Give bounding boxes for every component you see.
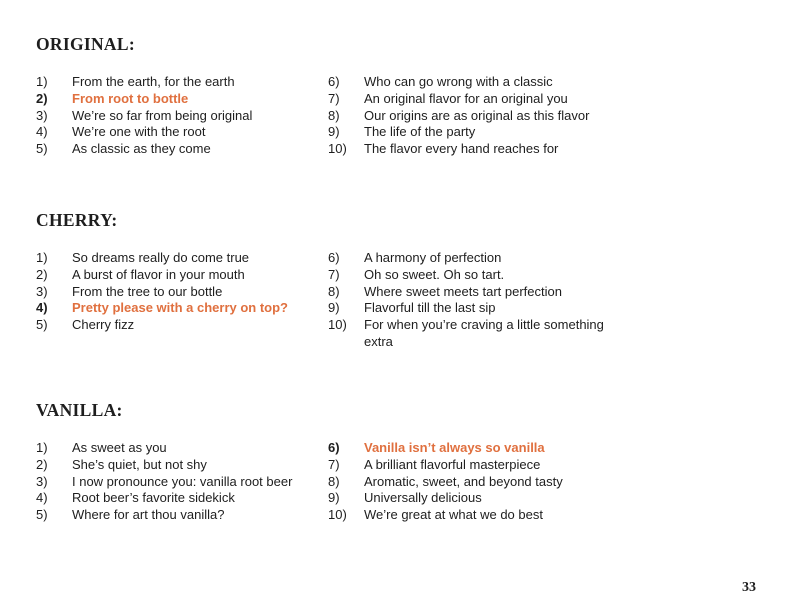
tagline-number: 6) bbox=[328, 440, 340, 455]
tagline-item bbox=[328, 457, 628, 474]
tagline-text: Flavorful till the last sip bbox=[364, 300, 496, 316]
tagline-number: 3) bbox=[36, 283, 48, 299]
tagline-item bbox=[328, 74, 628, 91]
tagline-text: For when you’re craving a little something extra bbox=[364, 317, 604, 349]
tagline-item bbox=[328, 91, 628, 108]
tagline-number: 1) bbox=[36, 440, 48, 455]
tagline-text: The life of the party bbox=[364, 124, 476, 140]
tagline-number: 4) bbox=[36, 490, 48, 506]
tagline-text: Cherry fizz bbox=[72, 317, 135, 333]
tagline-text: From the earth, for the earth bbox=[72, 74, 235, 89]
tagline-number: 7) bbox=[328, 90, 340, 106]
tagline-text: From the tree to our bottle bbox=[72, 283, 223, 299]
tagline-number: 2) bbox=[36, 90, 48, 106]
tagline-text: A burst of flavor in your mouth bbox=[72, 266, 245, 282]
tagline-item bbox=[36, 317, 328, 334]
tagline-item bbox=[328, 124, 628, 141]
tagline-text: Vanilla isn’t always so vanilla bbox=[364, 440, 545, 455]
tagline-text: Pretty please with a cherry on top? bbox=[72, 300, 288, 316]
tagline-item bbox=[328, 490, 628, 507]
tagline-number: 9) bbox=[328, 124, 340, 140]
tagline-number: 4) bbox=[36, 124, 48, 140]
tagline-number: 5) bbox=[36, 507, 48, 523]
tagline-number: 3) bbox=[36, 107, 48, 123]
tagline-number: 8) bbox=[328, 473, 340, 489]
tagline-number: 2) bbox=[36, 456, 48, 472]
tagline-number: 1) bbox=[36, 74, 48, 89]
tagline-number: 10) bbox=[328, 317, 347, 333]
tagline-text: Aromatic, sweet, and beyond tasty bbox=[364, 473, 563, 489]
tagline-item bbox=[328, 141, 628, 158]
tagline-text: We’re great at what we do best bbox=[364, 507, 543, 523]
tagline-item bbox=[36, 141, 328, 158]
tagline-item bbox=[36, 124, 328, 141]
tagline-text: Where sweet meets tart perfection bbox=[364, 283, 562, 299]
tagline-item bbox=[328, 108, 628, 125]
tagline-item bbox=[328, 284, 628, 301]
tagline-number: 3) bbox=[36, 473, 48, 489]
tagline-item bbox=[328, 267, 628, 284]
tagline-number: 9) bbox=[328, 490, 340, 506]
tagline-item bbox=[328, 507, 628, 524]
tagline-item bbox=[36, 284, 328, 301]
tagline-text: An original flavor for an original you bbox=[364, 90, 568, 106]
tagline-text: Universally delicious bbox=[364, 490, 482, 506]
tagline-text: Root beer’s favorite sidekick bbox=[72, 490, 235, 506]
tagline-text: So dreams really do come true bbox=[72, 250, 250, 265]
tagline-text: We’re so far from being original bbox=[72, 107, 253, 123]
tagline-item bbox=[328, 440, 628, 457]
tagline-number: 10) bbox=[328, 141, 347, 157]
tagline-item bbox=[36, 457, 328, 474]
tagline-list-left bbox=[36, 74, 328, 158]
tagline-item bbox=[36, 250, 328, 267]
tagline-number: 6) bbox=[328, 74, 340, 89]
tagline-item bbox=[36, 507, 328, 524]
tagline-list-right bbox=[328, 440, 628, 524]
tagline-number: 10) bbox=[328, 507, 347, 523]
tagline-text: A brilliant flavorful masterpiece bbox=[364, 456, 541, 472]
tagline-text: Our origins are as original as this flavor bbox=[364, 107, 590, 123]
tagline-text: The flavor every hand reaches for bbox=[364, 141, 559, 157]
tagline-list-right bbox=[328, 74, 628, 158]
tagline-text: We’re one with the root bbox=[72, 124, 206, 140]
tagline-text: She’s quiet, but not shy bbox=[72, 456, 207, 472]
tagline-number: 6) bbox=[328, 250, 340, 265]
tagline-list-left bbox=[36, 250, 328, 334]
tagline-number: 5) bbox=[36, 317, 48, 333]
tagline-text: I now pronounce you: vanilla root beer bbox=[72, 473, 293, 489]
tagline-number: 9) bbox=[328, 300, 340, 316]
tagline-item bbox=[328, 474, 628, 491]
tagline-item bbox=[36, 91, 328, 108]
tagline-item bbox=[328, 300, 628, 317]
tagline-number: 7) bbox=[328, 266, 340, 282]
tagline-item bbox=[36, 74, 328, 91]
tagline-text: As classic as they come bbox=[72, 141, 211, 157]
tagline-number: 8) bbox=[328, 107, 340, 123]
tagline-item bbox=[36, 490, 328, 507]
tagline-item bbox=[36, 474, 328, 491]
tagline-item bbox=[328, 250, 628, 267]
tagline-text: Oh so sweet. Oh so tart. bbox=[364, 266, 505, 282]
tagline-number: 4) bbox=[36, 300, 48, 316]
tagline-item bbox=[36, 267, 328, 284]
tagline-item bbox=[36, 300, 328, 317]
tagline-list-right bbox=[328, 250, 628, 351]
tagline-list-left bbox=[36, 440, 328, 524]
tagline-text: Who can go wrong with a classic bbox=[364, 74, 553, 89]
tagline-number: 7) bbox=[328, 456, 340, 472]
tagline-text: A harmony of perfection bbox=[364, 250, 502, 265]
section-heading: ORIGINAL: bbox=[36, 34, 135, 54]
tagline-text: As sweet as you bbox=[72, 440, 167, 455]
tagline-item bbox=[36, 108, 328, 125]
tagline-text: From root to bottle bbox=[72, 90, 189, 106]
page-number: 33 bbox=[742, 580, 756, 595]
section-heading: VANILLA: bbox=[36, 400, 123, 420]
tagline-number: 5) bbox=[36, 141, 48, 157]
tagline-item bbox=[328, 317, 628, 351]
tagline-number: 8) bbox=[328, 283, 340, 299]
tagline-number: 2) bbox=[36, 266, 48, 282]
section-heading: CHERRY: bbox=[36, 210, 118, 230]
tagline-number: 1) bbox=[36, 250, 48, 265]
tagline-item bbox=[36, 440, 328, 457]
tagline-text: Where for art thou vanilla? bbox=[72, 507, 225, 523]
